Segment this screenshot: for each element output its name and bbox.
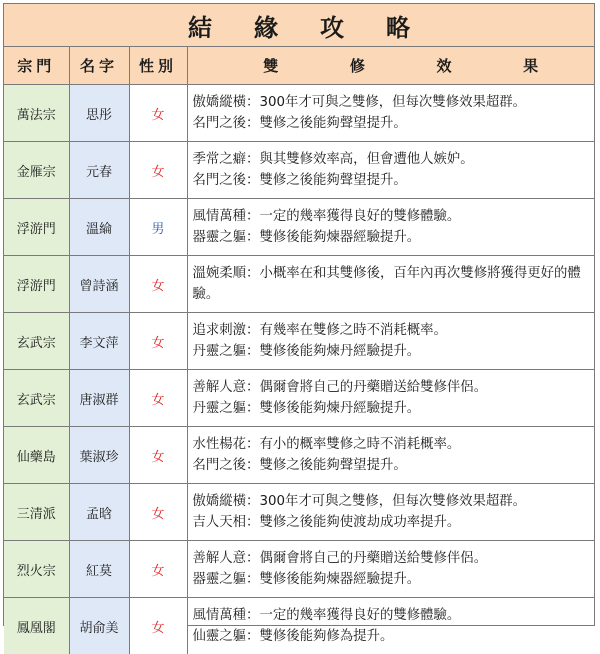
effect-line: 仙靈之軀：雙修後能夠修為提升。 [193, 626, 591, 647]
sect-cell: 浮游門 [4, 256, 69, 313]
effect-cell [187, 256, 594, 313]
table-row [4, 427, 594, 484]
table-row [4, 85, 594, 142]
sect-cell: 仙藥島 [4, 427, 69, 484]
sex-cell [129, 541, 187, 598]
effect-line: 名門之後：雙修之後能夠聲望提升。 [193, 170, 591, 191]
sex-cell [129, 142, 187, 199]
effect-line: 器靈之軀：雙修後能夠煉器經驗提升。 [193, 569, 591, 590]
header-effect-char: 果 [523, 55, 538, 76]
table-row [4, 370, 594, 427]
sex-value: 女 [151, 336, 164, 351]
name-cell: 葉淑珍 [69, 427, 129, 484]
name-cell: 思彤 [69, 85, 129, 142]
effect-line: 器靈之軀：雙修後能夠煉器經驗提升。 [193, 227, 591, 248]
header-row [4, 47, 594, 85]
name-cell: 溫綸 [69, 199, 129, 256]
header-effect [187, 47, 594, 85]
sect-cell: 萬法宗 [4, 85, 69, 142]
sex-value: 女 [151, 621, 164, 636]
table-row [4, 484, 594, 541]
effect-line: 善解人意：偶爾會將自己的丹藥贈送給雙修伴侶。 [193, 377, 591, 398]
effect-line: 丹靈之軀：雙修後能夠煉丹經驗提升。 [193, 341, 591, 362]
name-cell: 元春 [69, 142, 129, 199]
effect-cell [187, 85, 594, 142]
effect-cell [187, 484, 594, 541]
effect-line: 水性楊花：有小的概率雙修之時不消耗概率。 [193, 434, 591, 455]
table-row [4, 313, 594, 370]
effect-line: 風情萬種：一定的幾率獲得良好的雙修體驗。 [193, 206, 591, 227]
effect-cell [187, 370, 594, 427]
sex-value: 女 [151, 507, 164, 522]
header-name: 名字 [69, 47, 129, 85]
effect-line: 善解人意：偶爾會將自己的丹藥贈送給雙修伴侶。 [193, 548, 591, 569]
effect-cell [187, 427, 594, 484]
effect-line: 追求刺激：有幾率在雙修之時不消耗概率。 [193, 320, 591, 341]
name-cell: 唐淑群 [69, 370, 129, 427]
sex-cell [129, 598, 187, 654]
sex-cell [129, 313, 187, 370]
effect-line: 傲嬌縱橫：300年才可與之雙修，但每次雙修效果超群。 [193, 92, 591, 113]
effect-line: 丹靈之軀：雙修後能夠煉丹經驗提升。 [193, 398, 591, 419]
header-sex: 性別 [129, 47, 187, 85]
header-sect: 宗門 [4, 47, 69, 85]
effect-line: 名門之後：雙修之後能夠聲望提升。 [193, 113, 591, 134]
header-effect-char: 修 [350, 55, 365, 76]
table-title-bar [4, 4, 594, 47]
sex-cell [129, 484, 187, 541]
effect-cell [187, 598, 594, 654]
effect-line: 風情萬種：一定的幾率獲得良好的雙修體驗。 [193, 605, 591, 626]
sex-cell [129, 256, 187, 313]
table-row [4, 199, 594, 256]
sect-cell: 三清派 [4, 484, 69, 541]
effect-cell [187, 142, 594, 199]
sect-cell: 烈火宗 [4, 541, 69, 598]
sect-cell: 浮游門 [4, 199, 69, 256]
sex-value: 女 [151, 393, 164, 408]
sect-cell: 鳳凰閣 [4, 598, 69, 654]
table-row [4, 541, 594, 598]
effect-cell [187, 313, 594, 370]
strategy-table-frame [3, 3, 595, 626]
sex-cell [129, 427, 187, 484]
sex-value: 女 [151, 450, 164, 465]
sex-value: 女 [151, 564, 164, 579]
sex-cell [129, 199, 187, 256]
sex-value: 男 [151, 222, 164, 237]
name-cell: 胡俞美 [69, 598, 129, 654]
sex-value: 女 [151, 279, 164, 294]
effect-line: 名門之後：雙修之後能夠聲望提升。 [193, 455, 591, 476]
name-cell: 曾詩涵 [69, 256, 129, 313]
table-title: 結緣攻略 [188, 8, 452, 43]
effect-cell [187, 541, 594, 598]
sex-cell [129, 85, 187, 142]
sex-cell [129, 370, 187, 427]
header-effect-char: 雙 [263, 55, 278, 76]
sect-cell: 玄武宗 [4, 370, 69, 427]
header-effect-char: 效 [437, 55, 452, 76]
sex-value: 女 [151, 108, 164, 123]
name-cell: 紅莫 [69, 541, 129, 598]
sect-cell: 金雁宗 [4, 142, 69, 199]
table-row [4, 142, 594, 199]
effect-line: 傲嬌縱橫：300年才可與之雙修，但每次雙修效果超群。 [193, 491, 591, 512]
effect-line: 吉人天相：雙修之後能夠使渡劫成功率提升。 [193, 512, 591, 533]
table-row [4, 598, 594, 654]
effect-line: 季常之癖：與其雙修效率高，但會遭他人嫉妒。 [193, 149, 591, 170]
sect-cell: 玄武宗 [4, 313, 69, 370]
pairing-table [4, 47, 594, 654]
table-row [4, 256, 594, 313]
effect-cell [187, 199, 594, 256]
sex-value: 女 [151, 165, 164, 180]
name-cell: 孟晗 [69, 484, 129, 541]
name-cell: 李文萍 [69, 313, 129, 370]
effect-line: 溫婉柔順：小概率在和其雙修後，百年內再次雙修將獲得更好的體驗。 [193, 263, 591, 305]
